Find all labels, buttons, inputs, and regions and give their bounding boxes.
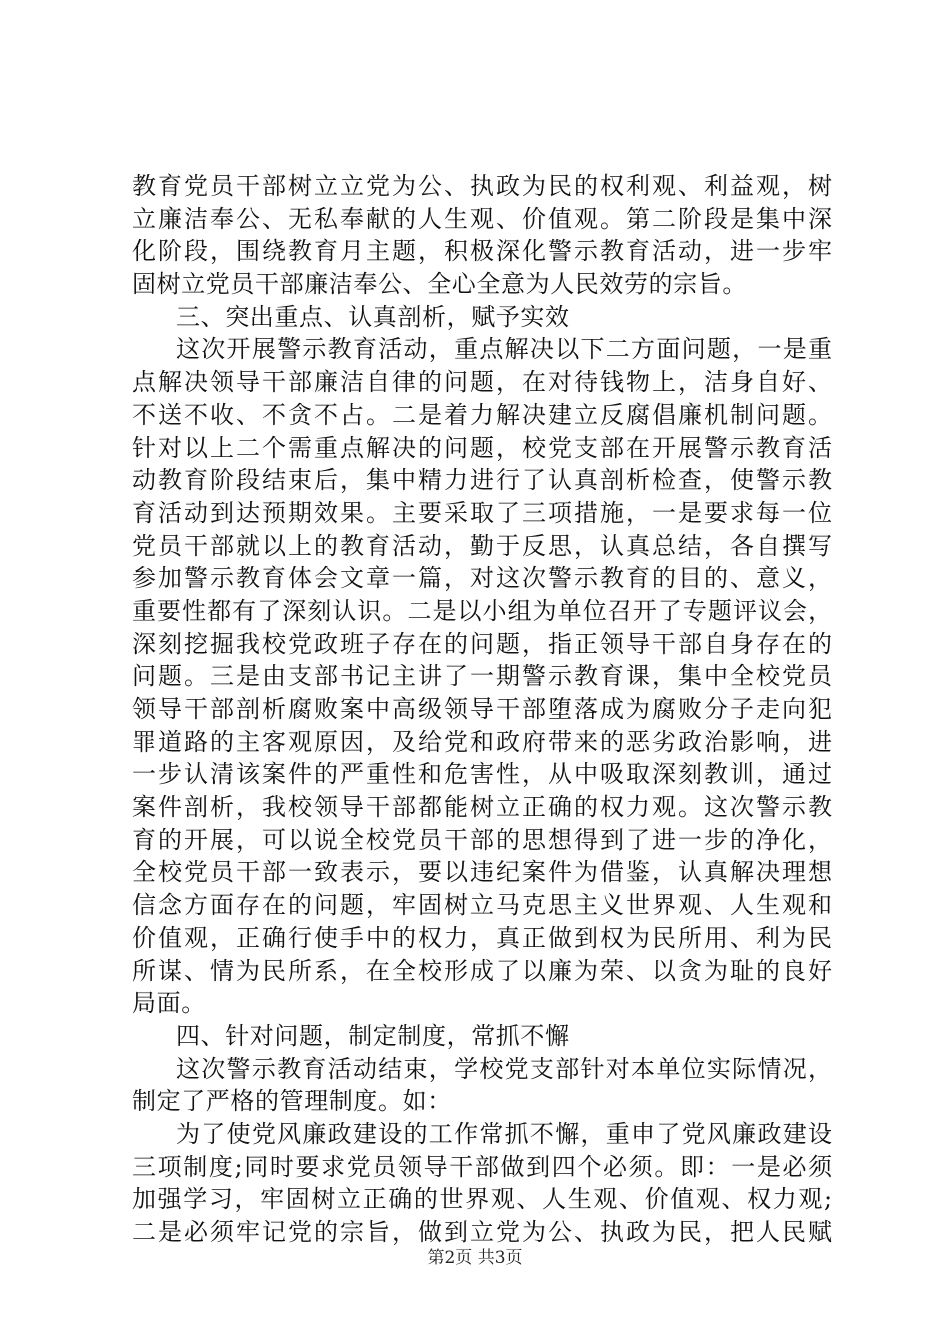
text-line: 四、针对问题，制定制度，常抓不懈 [176, 1021, 570, 1050]
text-line: 制定了严格的管理制度。如： [132, 1087, 452, 1116]
text-line: 信念方面存在的问题，牢固树立马克思主义世界观、人生观和 [132, 891, 834, 920]
text-line: 化阶段，围绕教育月主题，积极深化警示教育活动，进一步牢 [132, 237, 834, 266]
text-line: 二是必须牢记党的宗旨，做到立党为公、执政为民，把人民赋 [132, 1218, 834, 1246]
text-line: 全校党员干部一致表示，要以违纪案件为借鉴，认真解决理想 [132, 858, 834, 887]
text-line: 领导干部剖析腐败案中高级领导干部堕落成为腐败分子走向犯 [132, 695, 834, 723]
text-line: 所谋、情为民所系，在全校形成了以廉为荣、以贪为耻的良好 [132, 956, 834, 985]
text-line: 深刻挖掘我校党政班子存在的问题，指正领导干部自身存在的 [132, 629, 834, 658]
text-line: 教育党员干部树立立党为公、执政为民的权利观、利益观，树 [132, 172, 834, 200]
text-line: 参加警示教育体会文章一篇，对这次警示教育的目的、意义， [132, 564, 834, 593]
text-line: 这次开展警示教育活动，重点解决以下二方面问题，一是重 [176, 335, 834, 364]
document-body [132, 170, 832, 1249]
text-line: 育的开展，可以说全校党员干部的思想得到了进一步的净化， [132, 825, 834, 854]
text-line: 这次警示教育活动结束，学校党支部针对本单位实际情况， [176, 1054, 834, 1083]
text-line: 一步认清该案件的严重性和危害性，从中吸取深刻教训，通过 [132, 760, 834, 789]
text-line: 案件剖析，我校领导干部都能树立正确的权力观。这次警示教 [132, 793, 834, 822]
text-line: 固树立党员干部廉洁奉公、全心全意为人民效劳的宗旨。 [132, 270, 747, 299]
text-line: 针对以上二个需重点解决的问题，校党支部在开展警示教育活 [132, 433, 834, 462]
text-line: 问题。三是由支部书记主讲了一期警示教育课，集中全校党员 [132, 662, 834, 691]
text-line: 党员干部就以上的教育活动，勤于反思，认真总结，各自撰写 [132, 531, 834, 560]
page-footer: 第2页 共3页 [427, 1248, 523, 1268]
text-line: 三项制度;同时要求党员领导干部做到四个必须。即：一是必须 [132, 1152, 834, 1181]
text-line: 立廉洁奉公、无私奉献的人生观、价值观。第二阶段是集中深 [132, 204, 834, 233]
text-line: 不送不收、不贪不占。二是着力解决建立反腐倡廉机制问题。 [132, 400, 834, 429]
text-line: 点解决领导干部廉洁自律的问题，在对待钱物上，洁身自好、 [132, 368, 834, 397]
text-line: 罪道路的主客观原因，及给党和政府带来的恶劣政治影响，进 [132, 727, 834, 756]
text-line: 为了使党风廉政建设的工作常抓不懈，重申了党风廉政建设 [176, 1119, 834, 1148]
text-line: 价值观，正确行使手中的权力，真正做到权为民所用、利为民 [132, 923, 834, 952]
text-line: 加强学习，牢固树立正确的世界观、人生观、价值观、权力观; [132, 1185, 834, 1214]
text-line: 局面。 [132, 989, 206, 1018]
text-line: 育活动到达预期效果。主要采取了三项措施，一是要求每一位 [132, 498, 834, 527]
text-line: 动教育阶段结束后，集中精力进行了认真剖析检查，使警示教 [132, 466, 834, 495]
text-line: 重要性都有了深刻认识。二是以小组为单位召开了专题评议会， [132, 596, 834, 625]
text-line: 三、突出重点、认真剖析，赋予实效 [176, 302, 570, 331]
